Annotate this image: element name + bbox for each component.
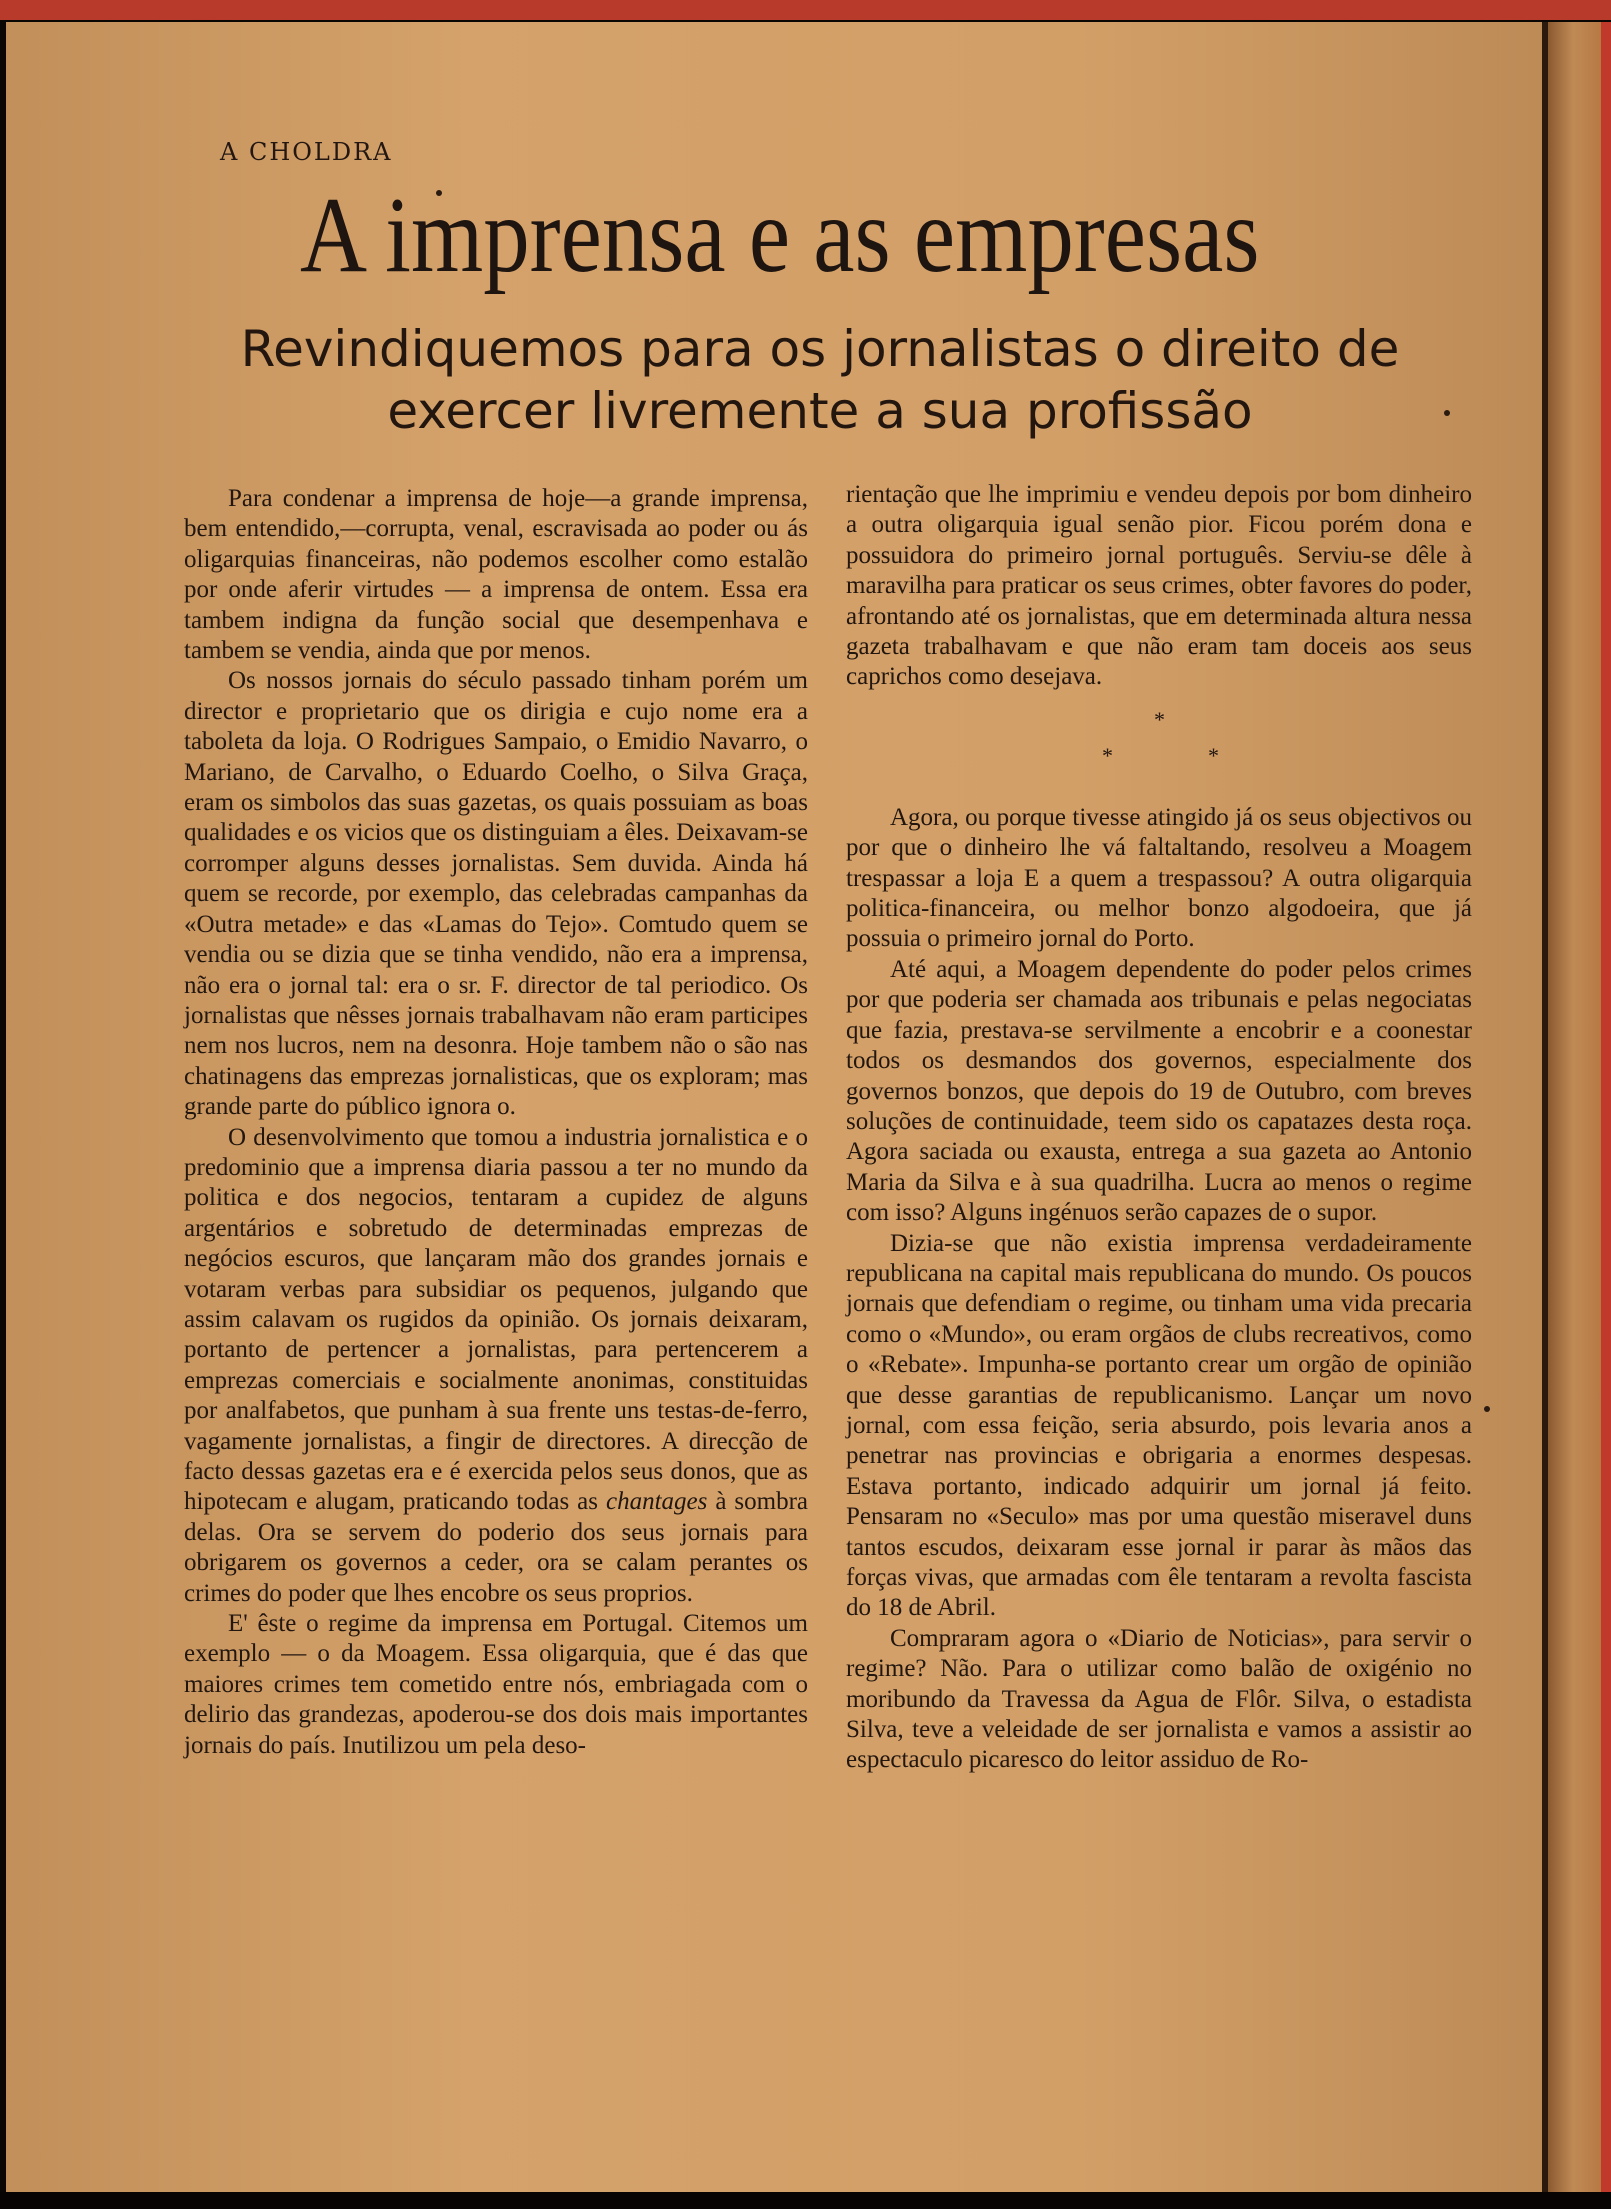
paragraph: Para condenar a imprensa de hoje—a grande imprensa, bem entendido,—corrupta, venal, escravisada ao poder ou ás oligarquias financeiras, não podemos escolher como estalão por onde aferir virtudes — a imprensa de ontem. Essa era tambem indigna da função social que desempenhava e tambem se vendia, ainda que por menos. — [184, 485, 808, 665]
ink-speck — [1484, 1406, 1490, 1412]
italic-term: chantages — [605, 1488, 708, 1516]
paragraph: E' êste o regime da imprensa em Portugal. Citemos um exemplo — o da Moagem. Essa oligarquia, que é das que maiores crimes tem cometido entre nós, embriagada com o delirio das grandezas, apoderou-se dos dois mais importantes jornais do país. Inutilizou um pela deso- — [184, 1610, 808, 1759]
left-column — [184, 484, 808, 1761]
paragraph-text: à sombra delas. Ora se servem do poderio dos seus jornais para obrigarem os governos a ceder, ora se calam perantes os crimes do poder que lhes encobre os seus proprios. — [184, 1488, 808, 1607]
adjacent-page-red-strip — [1601, 22, 1611, 2192]
article-title: A imprensa e as empresas — [300, 176, 1260, 295]
paragraph: Os nossos jornais do século passado tinham porém um director e proprietario que os dirigia e cujo nome era a taboleta da loja. O Rodrigues Sampaio, o Emidio Navarro, o Mariano, de Carvalho, o Eduardo Coelho, o Silva Graça, eram os simbolos das suas gazetas, os quais possuiam as boas qualidades e os vicios que os distinguiam a êles. Deixavam-se corromper alguns desses jornalistas. Sem duvida. Ainda há quem se recorde, por exemplo, das celebradas campanhas da «Outra metade» e das «Lamas do Tejo». Comtudo quem se vendia ou se dizia que se tinha vendido, não era a imprensa, não era o jornal tal: era o sr. F. director de tal periodico. Os jornalistas que nêsses jornais trabalhavam não eram participes nem nos lucros, nem na desonra. Hoje tambem não o são nas chatinagens das emprezas jornalisticas, que os exploram; mas grande parte do público ignora o. — [184, 667, 808, 1121]
asterism-star: * — [1102, 742, 1113, 768]
paragraph: Até aqui, a Moagem dependente do poder pelos crimes por que poderia ser chamada aos tribunais e pelas negociatas que fazia, prestava-se servilmente a encobrir e a coonestar todos os desmandos dos governos, especialmente dos governos bonzos, que depois do 19 de Outubro, com breves soluções de continuidade, teem sido os capatazes desta roça. Agora saciada ou exausta, entrega a sua gazeta ao Antonio Maria da Silva e à sua quadrilha. Lucra ao menos o regime com isso? Alguns ingénuos serão capazes de o supor. — [846, 955, 1472, 1227]
adjacent-page-edge — [1548, 22, 1611, 2192]
asterism — [846, 693, 1472, 803]
paragraph: rientação que lhe imprimiu e vendeu depois por bom dinheiro a outra oligarquia igual senão pior. Ficou porém dona e possuidora do primeiro jornal português. Serviu-se dêle à maravilha para praticar os seus crimes, obter favores do poder, afrontando até os jornalistas, que em determinada altura nessa gazeta trabalhavam e que não eram tam doceis aos seus caprichos como desejava. — [846, 481, 1472, 691]
paragraph: Compraram agora o «Diario de Noticias», para servir o regime? Não. Para o utilizar como balão de oxigénio no moribundo da Travessa da Agua de Flôr. Silva, o estadista Silva, teve a veleidade de ser jornalista e vamos a assistir ao espectaculo picaresco do leitor assiduo de Ro- — [846, 1624, 1472, 1774]
right-column — [846, 480, 1472, 1776]
paragraph: Agora, ou porque tivesse atingido já os seus objectivos ou por que o dinheiro lhe vá faltaltando, resolveu a Moagem trespassar a loja E a quem a trespassou? A outra oligarquia politica-financeira, ou melhor bonzo algodoeira, que já possuia o primeiro jornal do Porto. — [846, 803, 1472, 953]
paragraph: Dizia-se que não existia imprensa verdadeiramente republicana na capital mais republicana do mundo. Os poucos jornais que defendiam o regime, ou tinham uma vida precaria como o «Mundo», ou eram orgãos de clubs recreativos, como o «Rebate». Impunha-se portanto crear um orgão de opinião que desse garantias de republicanismo. Lançar um novo jornal, com essa feição, seria absurdo, pois levaria anos a penetrar nas provincias e obrigaria a enormes despesas. Estava portanto, indicado adquirir um jornal já feito. Pensaram no «Seculo» mas por uma questão miseravel duns tantos escudos, deixaram esse jornal ir parar às mãos das forças vivas, que armadas com êle tentaram a revolta fascista do 18 de Abril. — [846, 1229, 1472, 1622]
asterism-star: * — [1154, 706, 1165, 732]
article-subtitle: Revindiquemos para os jornalistas o direito de exercer livremente a sua profissão — [240, 320, 1400, 440]
section-header: A CHOLDRA — [220, 138, 393, 166]
paragraph-text: O desenvolvimento que tomou a industria jornalistica e o predominio que a imprensa diaria passou a ter no mundo da politica e dos negocios, tentaram a cupidez de alguns argentários e sobretudo de determinadas emprezas de negócios escuros, que lançaram mão dos grandes jornais e votaram verbas para subsidiar os pequenos, julgando que assim calavam os rugidos da opinião. Os jornais deixaram, portanto de pertencer a jornalistas, para pertencerem a emprezas comerciais e socialmente anonimas, constituidas por analfabetos, que punham à sua frente uns testas-de-ferro, vagamente jornalistas, a fingir de directores. A direcção de facto dessas gazetas era e é exercida pelos seus donos, que as hipotecam e alugam, praticando todas as — [184, 1123, 808, 1516]
page-bottom-edge — [0, 2192, 1611, 2209]
page-top-edge — [0, 0, 1611, 20]
asterism-star: * — [1208, 742, 1219, 768]
paragraph — [184, 1123, 808, 1610]
